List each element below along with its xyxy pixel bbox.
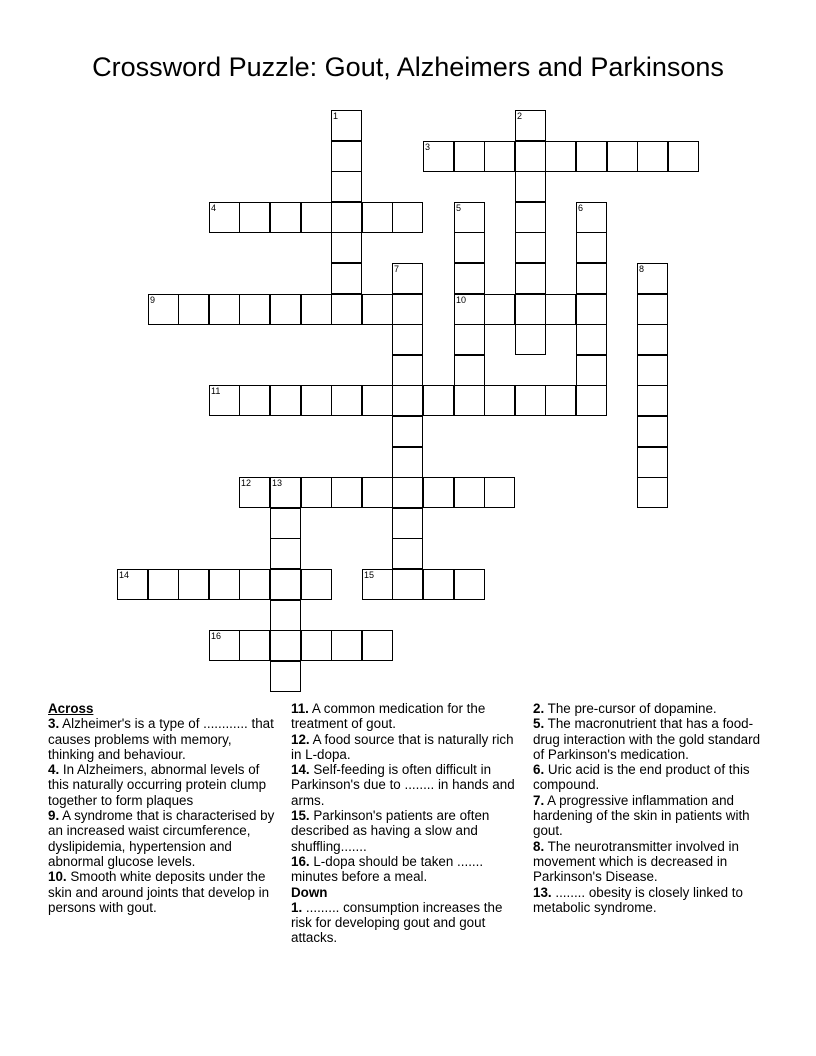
clue-item — [291, 854, 519, 885]
grid-cell[interactable] — [392, 385, 423, 416]
clue-item-text: A food source that is naturally rich in L-dopa. — [291, 731, 514, 762]
clue-item-number: 3. — [48, 716, 60, 732]
clue-item-text: Uric acid is the end product of this compound. — [533, 762, 750, 793]
grid-cell[interactable] — [301, 630, 332, 661]
grid-cell[interactable] — [392, 477, 423, 508]
clue-item — [291, 701, 519, 732]
grid-cell[interactable] — [576, 232, 607, 263]
clue-item-text: Self-feeding is often difficult in Parkinson's due to ........ in hands and arms. — [291, 762, 515, 808]
grid-cell[interactable] — [239, 630, 270, 661]
grid-cell[interactable] — [178, 294, 209, 325]
grid-cell[interactable] — [576, 385, 607, 416]
clue-item-number: 9. — [48, 808, 60, 824]
clue-item-text: A syndrome that is characterised by an increased waist circumference, dyslipidemia, hypertension and abnormal glucose levels. — [48, 808, 275, 869]
grid-cell[interactable] — [239, 202, 270, 233]
grid-cell[interactable] — [637, 294, 668, 325]
clue-item — [291, 808, 519, 854]
grid-cell[interactable] — [454, 141, 485, 172]
clue-item-text: L-dopa should be taken ....... minutes before a meal. — [291, 853, 484, 885]
grid-cell[interactable] — [301, 385, 332, 416]
grid-cell[interactable] — [637, 416, 668, 447]
grid-cell[interactable] — [637, 324, 668, 355]
down-header: Down — [291, 884, 328, 900]
grid-cell[interactable] — [362, 294, 393, 325]
grid-cell[interactable] — [515, 232, 546, 263]
clue-item-text: In Alzheimers, abnormal levels of this naturally occurring protein clump together to form plaques — [48, 762, 267, 808]
grid-cell[interactable] — [515, 171, 546, 202]
clue-number: 12 — [241, 478, 252, 488]
grid-cell[interactable] — [454, 202, 485, 233]
grid-cell[interactable] — [637, 385, 668, 416]
clue-number: 4 — [211, 203, 217, 213]
clue-number: 7 — [394, 264, 400, 274]
grid-cell[interactable] — [270, 630, 301, 661]
grid-cell[interactable] — [576, 141, 607, 172]
grid-cell[interactable] — [454, 477, 485, 508]
clue-item-text: A common medication for the treatment of gout. — [291, 701, 486, 732]
grid-cell[interactable] — [331, 202, 362, 233]
grid-cell[interactable] — [392, 202, 423, 233]
clue-number: 15 — [364, 570, 375, 580]
grid-cell[interactable] — [270, 538, 301, 569]
grid-cell[interactable] — [515, 263, 546, 294]
clue-number: 3 — [425, 142, 431, 152]
grid-cell[interactable] — [423, 141, 454, 172]
clue-item — [533, 762, 773, 793]
grid-cell[interactable] — [331, 630, 362, 661]
clue-item-number: 16. — [291, 853, 310, 869]
grid-cell[interactable] — [637, 477, 668, 508]
clues-column-1 — [48, 701, 280, 915]
clue-number: 6 — [578, 203, 584, 213]
grid-cell[interactable] — [239, 569, 270, 600]
clue-item-text: The pre-cursor of dopamine. — [547, 701, 717, 716]
clue-item — [48, 762, 280, 808]
grid-cell[interactable] — [484, 141, 515, 172]
clue-item-number: 11. — [291, 701, 309, 716]
grid-cell[interactable] — [637, 447, 668, 478]
grid-cell[interactable] — [270, 202, 301, 233]
clue-item-number: 2. — [533, 701, 545, 716]
clue-item-number: 10. — [48, 869, 67, 885]
grid-cell[interactable] — [362, 202, 393, 233]
grid-cell[interactable] — [576, 324, 607, 355]
grid-cell[interactable] — [637, 141, 668, 172]
grid-cell[interactable] — [454, 355, 485, 386]
grid-cell[interactable] — [209, 294, 240, 325]
grid-cell[interactable] — [270, 294, 301, 325]
grid-cell[interactable] — [454, 232, 485, 263]
clues-column-2 — [291, 701, 519, 946]
grid-cell[interactable] — [270, 385, 301, 416]
clue-item — [291, 900, 519, 946]
across-header: Across — [48, 701, 94, 716]
grid-cell[interactable] — [209, 202, 240, 233]
clues-column-3 — [533, 701, 773, 915]
grid-cell[interactable] — [637, 355, 668, 386]
grid-cell[interactable] — [239, 294, 270, 325]
grid-cell[interactable] — [270, 661, 301, 692]
grid-cell[interactable] — [270, 600, 301, 631]
clue-item-number: 13. — [533, 884, 552, 900]
grid-cell[interactable] — [239, 385, 270, 416]
grid-cell[interactable] — [423, 385, 454, 416]
grid-cell[interactable] — [392, 416, 423, 447]
clue-item-number: 1. — [291, 899, 303, 915]
grid-cell[interactable] — [362, 569, 393, 600]
clue-number: 16 — [211, 631, 222, 641]
grid-cell[interactable] — [331, 294, 362, 325]
grid-cell[interactable] — [148, 569, 179, 600]
grid-cell[interactable] — [515, 141, 546, 172]
clue-item-number: 6. — [533, 762, 545, 778]
clue-item-number: 7. — [533, 792, 545, 808]
grid-cell[interactable] — [545, 385, 576, 416]
grid-cell[interactable] — [331, 110, 362, 141]
clue-item-text: Parkinson's patients are often described as having a slow and shuffling....... — [291, 808, 490, 854]
clue-item-text: The neurotransmitter involved in movement which is decreased in Parkinson's Disease. — [533, 838, 739, 885]
grid-cell[interactable] — [392, 508, 423, 539]
grid-cell[interactable] — [454, 569, 485, 600]
clue-number: 2 — [517, 111, 523, 121]
grid-cell[interactable] — [484, 477, 515, 508]
clue-number: 8 — [639, 264, 645, 274]
clue-number: 10 — [456, 295, 467, 305]
clue-item-number: 15. — [291, 808, 310, 824]
grid-cell[interactable] — [392, 538, 423, 569]
clue-item — [48, 869, 280, 915]
grid-cell[interactable] — [392, 355, 423, 386]
grid-cell[interactable] — [454, 263, 485, 294]
grid-cell[interactable] — [148, 294, 179, 325]
grid-cell[interactable] — [239, 477, 270, 508]
clue-item — [48, 716, 280, 762]
clue-item — [533, 793, 773, 839]
grid-cell[interactable] — [423, 477, 454, 508]
grid-cell[interactable] — [423, 569, 454, 600]
grid-cell[interactable] — [209, 385, 240, 416]
clue-number: 13 — [272, 478, 283, 488]
clue-item — [533, 701, 773, 716]
clue-item — [291, 762, 519, 808]
grid-cell[interactable] — [392, 324, 423, 355]
grid-cell[interactable] — [270, 508, 301, 539]
grid-cell[interactable] — [576, 355, 607, 386]
clue-item — [48, 808, 280, 869]
grid-cell[interactable] — [331, 477, 362, 508]
grid-cell[interactable] — [362, 385, 393, 416]
grid-cell[interactable] — [331, 385, 362, 416]
clue-number: 1 — [333, 111, 339, 121]
clue-number: 9 — [150, 295, 156, 305]
clue-number: 11 — [211, 386, 221, 396]
grid-cell[interactable] — [392, 294, 423, 325]
grid-cell[interactable] — [301, 569, 332, 600]
grid-cell[interactable] — [576, 294, 607, 325]
grid-cell[interactable] — [515, 110, 546, 141]
grid-cell[interactable] — [668, 141, 699, 172]
grid-cell[interactable] — [515, 324, 546, 355]
clue-item-text: ......... consumption increases the risk for developing gout and gout attacks. — [291, 899, 503, 946]
grid-cell[interactable] — [454, 294, 485, 325]
clue-item-text: Smooth white deposits under the skin and around joints that develop in persons with gout. — [48, 869, 270, 915]
clue-item-number: 14. — [291, 762, 310, 778]
clue-number: 14 — [119, 570, 130, 580]
grid-cell[interactable] — [576, 263, 607, 294]
grid-cell[interactable] — [515, 294, 546, 325]
grid-cell[interactable] — [301, 294, 332, 325]
clue-item-text: A progressive inflammation and hardening of the skin in patients with gout. — [533, 792, 750, 839]
clue-item — [533, 839, 773, 885]
grid-cell[interactable] — [331, 263, 362, 294]
grid-cell[interactable] — [545, 294, 576, 325]
page-title: Crossword Puzzle: Gout, Alzheimers and Parkinsons — [92, 52, 724, 82]
grid-cell[interactable] — [454, 324, 485, 355]
grid-cell[interactable] — [392, 447, 423, 478]
grid-cell[interactable] — [178, 569, 209, 600]
grid-cell[interactable] — [301, 202, 332, 233]
grid-cell[interactable] — [270, 477, 301, 508]
clue-item — [533, 885, 773, 916]
grid-cell[interactable] — [117, 569, 148, 600]
grid-cell[interactable] — [392, 263, 423, 294]
clue-item-text: ........ obesity is closely linked to metabolic syndrome. — [533, 884, 743, 915]
grid-cell[interactable] — [576, 202, 607, 233]
grid-cell[interactable] — [301, 477, 332, 508]
grid-cell[interactable] — [637, 263, 668, 294]
grid-cell[interactable] — [515, 202, 546, 233]
grid-cell[interactable] — [362, 630, 393, 661]
clue-number: 5 — [456, 203, 462, 213]
grid-cell[interactable] — [484, 294, 515, 325]
clue-item-number: 4. — [48, 762, 60, 778]
clue-item-number: 12. — [291, 731, 310, 747]
clue-item — [533, 716, 773, 762]
grid-cell[interactable] — [454, 385, 485, 416]
grid-cell[interactable] — [484, 385, 515, 416]
grid-cell[interactable] — [331, 141, 362, 172]
grid-cell[interactable] — [392, 569, 423, 600]
clue-item-text: Alzheimer's is a type of ............ that causes problems with memory, thinking and behaviour. — [48, 716, 274, 762]
clue-item-number: 8. — [533, 838, 545, 854]
grid-cell[interactable] — [270, 569, 301, 600]
grid-cell[interactable] — [209, 569, 240, 600]
grid-cell[interactable] — [515, 385, 546, 416]
grid-cell[interactable] — [209, 630, 240, 661]
grid-cell[interactable] — [331, 171, 362, 202]
clue-item-number: 5. — [533, 716, 545, 732]
grid-cell[interactable] — [331, 232, 362, 263]
grid-cell[interactable] — [362, 477, 393, 508]
clue-item — [291, 732, 519, 763]
grid-cell[interactable] — [607, 141, 638, 172]
clue-item-text: The macronutrient that has a food-drug interaction with the gold standard of Parkinson's medication. — [533, 716, 761, 762]
grid-cell[interactable] — [545, 141, 576, 172]
